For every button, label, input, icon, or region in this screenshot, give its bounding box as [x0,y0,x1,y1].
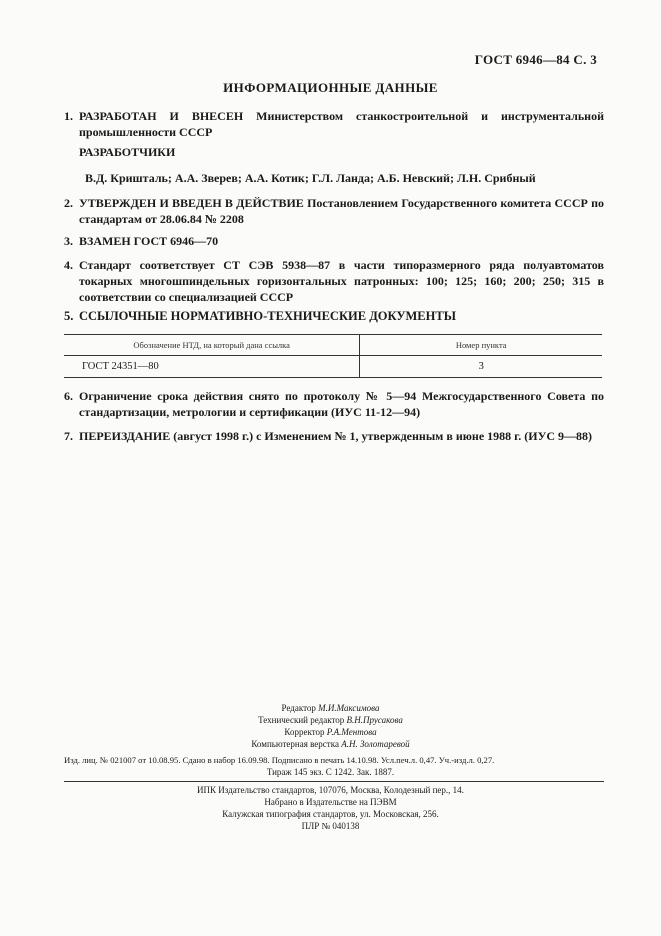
item-5-number: 5. [64,309,74,323]
layout-name: А.Н. Золотаревой [341,739,410,749]
item-5-text: ССЫЛОЧНЫЕ НОРМАТИВНО-ТЕХНИЧЕСКИЕ ДОКУМЕНТЫ [79,309,456,323]
imprint-editor [0,702,661,714]
editor-name: М.И.Максимова [318,703,380,713]
table-header-document: Обозначение НТД, на который дана ссылка [64,335,360,356]
item-6-text: Ограничение срока действия снято по протоколу № 5—94 Межгосударственного Совета по стандартизации, метрологии и сертификации (ИУС 11-12—94) [79,389,604,419]
developers-label: РАЗРАБОТЧИКИ [79,145,176,159]
item-3-text: ВЗАМЕН ГОСТ 6946—70 [79,234,219,248]
references-table [64,334,602,378]
imprint-layout [0,738,661,750]
item-7-lead: ПЕРЕИЗДАНИЕ [79,429,171,443]
item-7 [64,428,604,444]
table-cell-document: ГОСТ 24351—80 [64,356,360,378]
footer-divider [64,781,604,782]
table-cell-clause: 3 [360,356,602,378]
page-header: ГОСТ 6946—84 С. 3 [474,52,597,67]
imprint-tech-editor [0,714,661,726]
item-2-lead: УТВЕРЖДЕН И ВВЕДЕН В ДЕЙСТВИЕ [79,196,304,210]
editor-label: Редактор [281,703,316,713]
publisher-line-4: ПЛР № 040138 [301,821,360,831]
item-1-lead: РАЗРАБОТАН И ВНЕСЕН [79,109,244,123]
publisher-line-1: ИПК Издательство стандартов, 107076, Москва, Колодезный пер., 14. [197,785,464,795]
item-6 [64,388,604,420]
layout-label: Компьютерная верстка [251,739,339,749]
item-1-number: 1. [64,109,73,123]
table-row [64,356,602,378]
publisher-line-2: Набрано в Издательстве на ПЭВМ [264,797,397,807]
item-4 [64,257,604,305]
imprint-proofreader [0,726,661,738]
table-header-clause: Номер пункта [360,335,602,356]
page-title: ИНФОРМАЦИОННЫЕ ДАННЫЕ [223,80,438,95]
item-7-text: (август 1998 г.) с Изменением № 1, утвержденным в июне 1988 г. (ИУС 9—88) [173,429,593,443]
item-2-number: 2. [64,196,73,210]
item-1-text: Министерством станкостроительной и инструментальной промышленности СССР [79,109,605,139]
item-5 [64,308,604,324]
item-3-number: 3. [64,234,73,248]
publisher-line-3: Калужская типография стандартов, ул. Московская, 256. [222,809,439,819]
tech-editor-name: В.Н.Прусакова [346,715,403,725]
print-details: Изд. лиц. № 021007 от 10.08.95. Сдано в набор 16.09.98. Подписано в печать 14.10.98. Усл.печ.л. 0,47. Уч.-изд.л. 0,27. [64,755,495,765]
developers-label-block [64,144,604,160]
item-4-number: 4. [64,258,73,272]
item-2 [64,195,604,227]
item-4-text: Стандарт соответствует СТ СЭВ 5938—87 в части типоразмерного ряда полуавтоматов токарных многошпиндельных горизонтальных патронных: 100; 125; 160; 200; 250; 315 в соответствии со специализацией СССР [79,258,604,304]
table-header-row [64,335,602,356]
item-3 [64,233,604,249]
item-7-number: 7. [64,429,73,443]
item-6-number: 6. [64,389,73,403]
developers-list: В.Д. Кришталь; А.А. Зверев; А.А. Котик; Г.Л. Ланда; А.Б. Невский; Л.Н. Срибный [85,171,536,185]
tech-editor-label: Технический редактор [258,715,345,725]
print-run: Тираж 145 экз. С 1242. Зак. 1887. [266,767,395,777]
item-2-text: Постановлением Государственного комитета СССР по стандартам от 28.06.84 № 2208 [79,196,605,226]
item-1 [64,108,604,140]
proofreader-name: Р.А.Ментова [326,727,377,737]
proofreader-label: Корректор [284,727,325,737]
